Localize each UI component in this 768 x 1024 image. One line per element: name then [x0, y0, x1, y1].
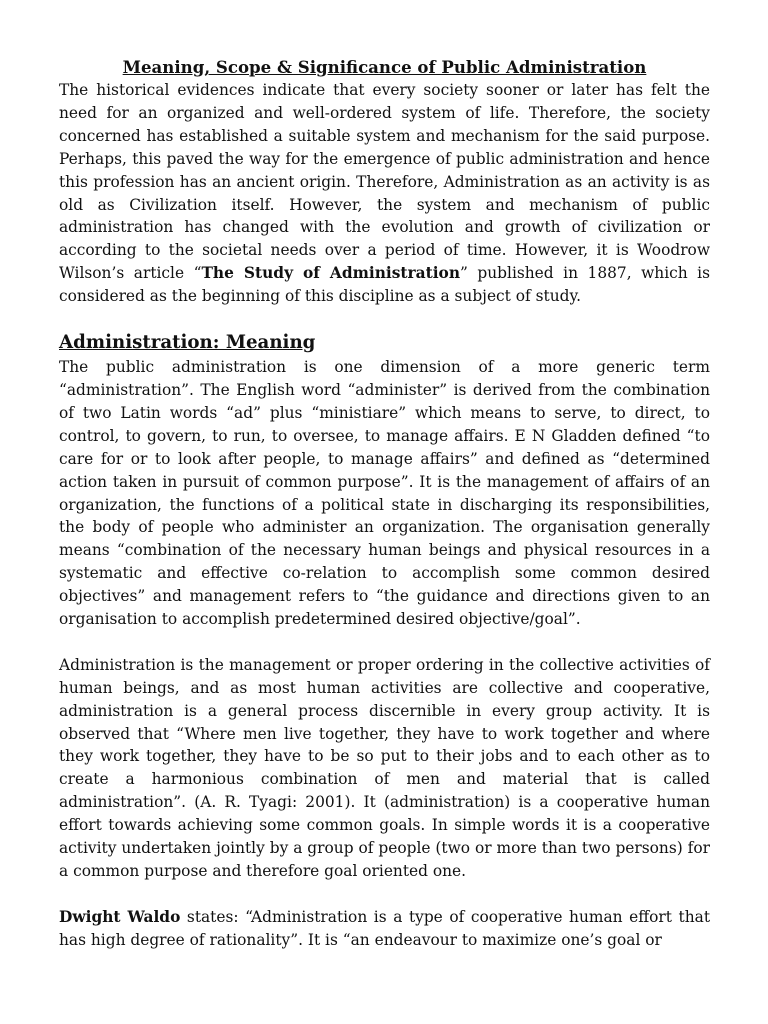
meaning-paragraph-3: [59, 906, 710, 952]
intro-bold-article-title: The Study of Administration: [201, 264, 461, 283]
intro-paragraph: [59, 79, 710, 308]
meaning-paragraph-2: Administration is the management or proper ordering in the collective activities of human beings, and as most human activities are collective and cooperative, administration is a general process discernible in every group activity. It is observed that “Where men live together, they have to work together and where they work together, they have to be so put to their jobs and to each other as to create a harmonious combination of men and material that is called administration”. (A. R. Tyagi: 2001). It (administration) is a cooperative human effort towards achieving some common goals. In simple words it is a cooperative activity undertaken jointly by a group of people (two or more than two persons) for a common purpose and therefore goal oriented one.: [59, 655, 710, 880]
intro-text-part2: ” published in 1887, which is considered as the beginning of this discipline as a subject of study.: [59, 264, 710, 306]
meaning-paragraph-1: The public administration is one dimension of a more generic term “administration”. The English word “administer” is derived from the combination of two Latin words “ad” plus “ministiare” which means to serve, to direct, to control, to govern, to run, to oversee, to manage affairs. E N Gladden defined “to care for or to look after people, to manage affairs” and defined as “determined action taken in pursuit of common purpose”. It is the management of affairs of an organization, the functions of a political state in discharging its responsibilities, the body of people who administer an organization. The organisation generally means “combination of the necessary human beings and physical resources in a systematic and effective co-relation to accomplish some common desired objectives” and management refers to “the guidance and directions given to an organisation to accomplish predetermined desired objective/goal”.: [59, 358, 710, 629]
waldo-quote-text: states: “Administration is a type of cooperative human effort that has high degree of rationality”. It is “an endeavour to maximize one’s goal or: [59, 907, 711, 949]
waldo-name: Dwight Waldo: [59, 907, 181, 926]
section-heading: Administration: Meaning: [59, 332, 316, 354]
intro-text-part1: The historical evidences indicate that every society sooner or later has felt the need for an organized and well-ordered system of life. Therefore, the society concerned has established a suitable system and mechanism for the said purpose. Perhaps, this paved the way for the emergence of public administration and hence this profession has an ancient origin. Therefore, Administration as an activity is as old as Civilization itself. However, the system and mechanism of public administration has changed with the evolution and growth of civilization or according to the societal needs over a period of time. However, it is Woodrow Wilson’s article “: [59, 81, 710, 283]
document-page: [59, 55, 710, 952]
document-title: Meaning, Scope & Significance of Public Administration: [122, 57, 647, 77]
